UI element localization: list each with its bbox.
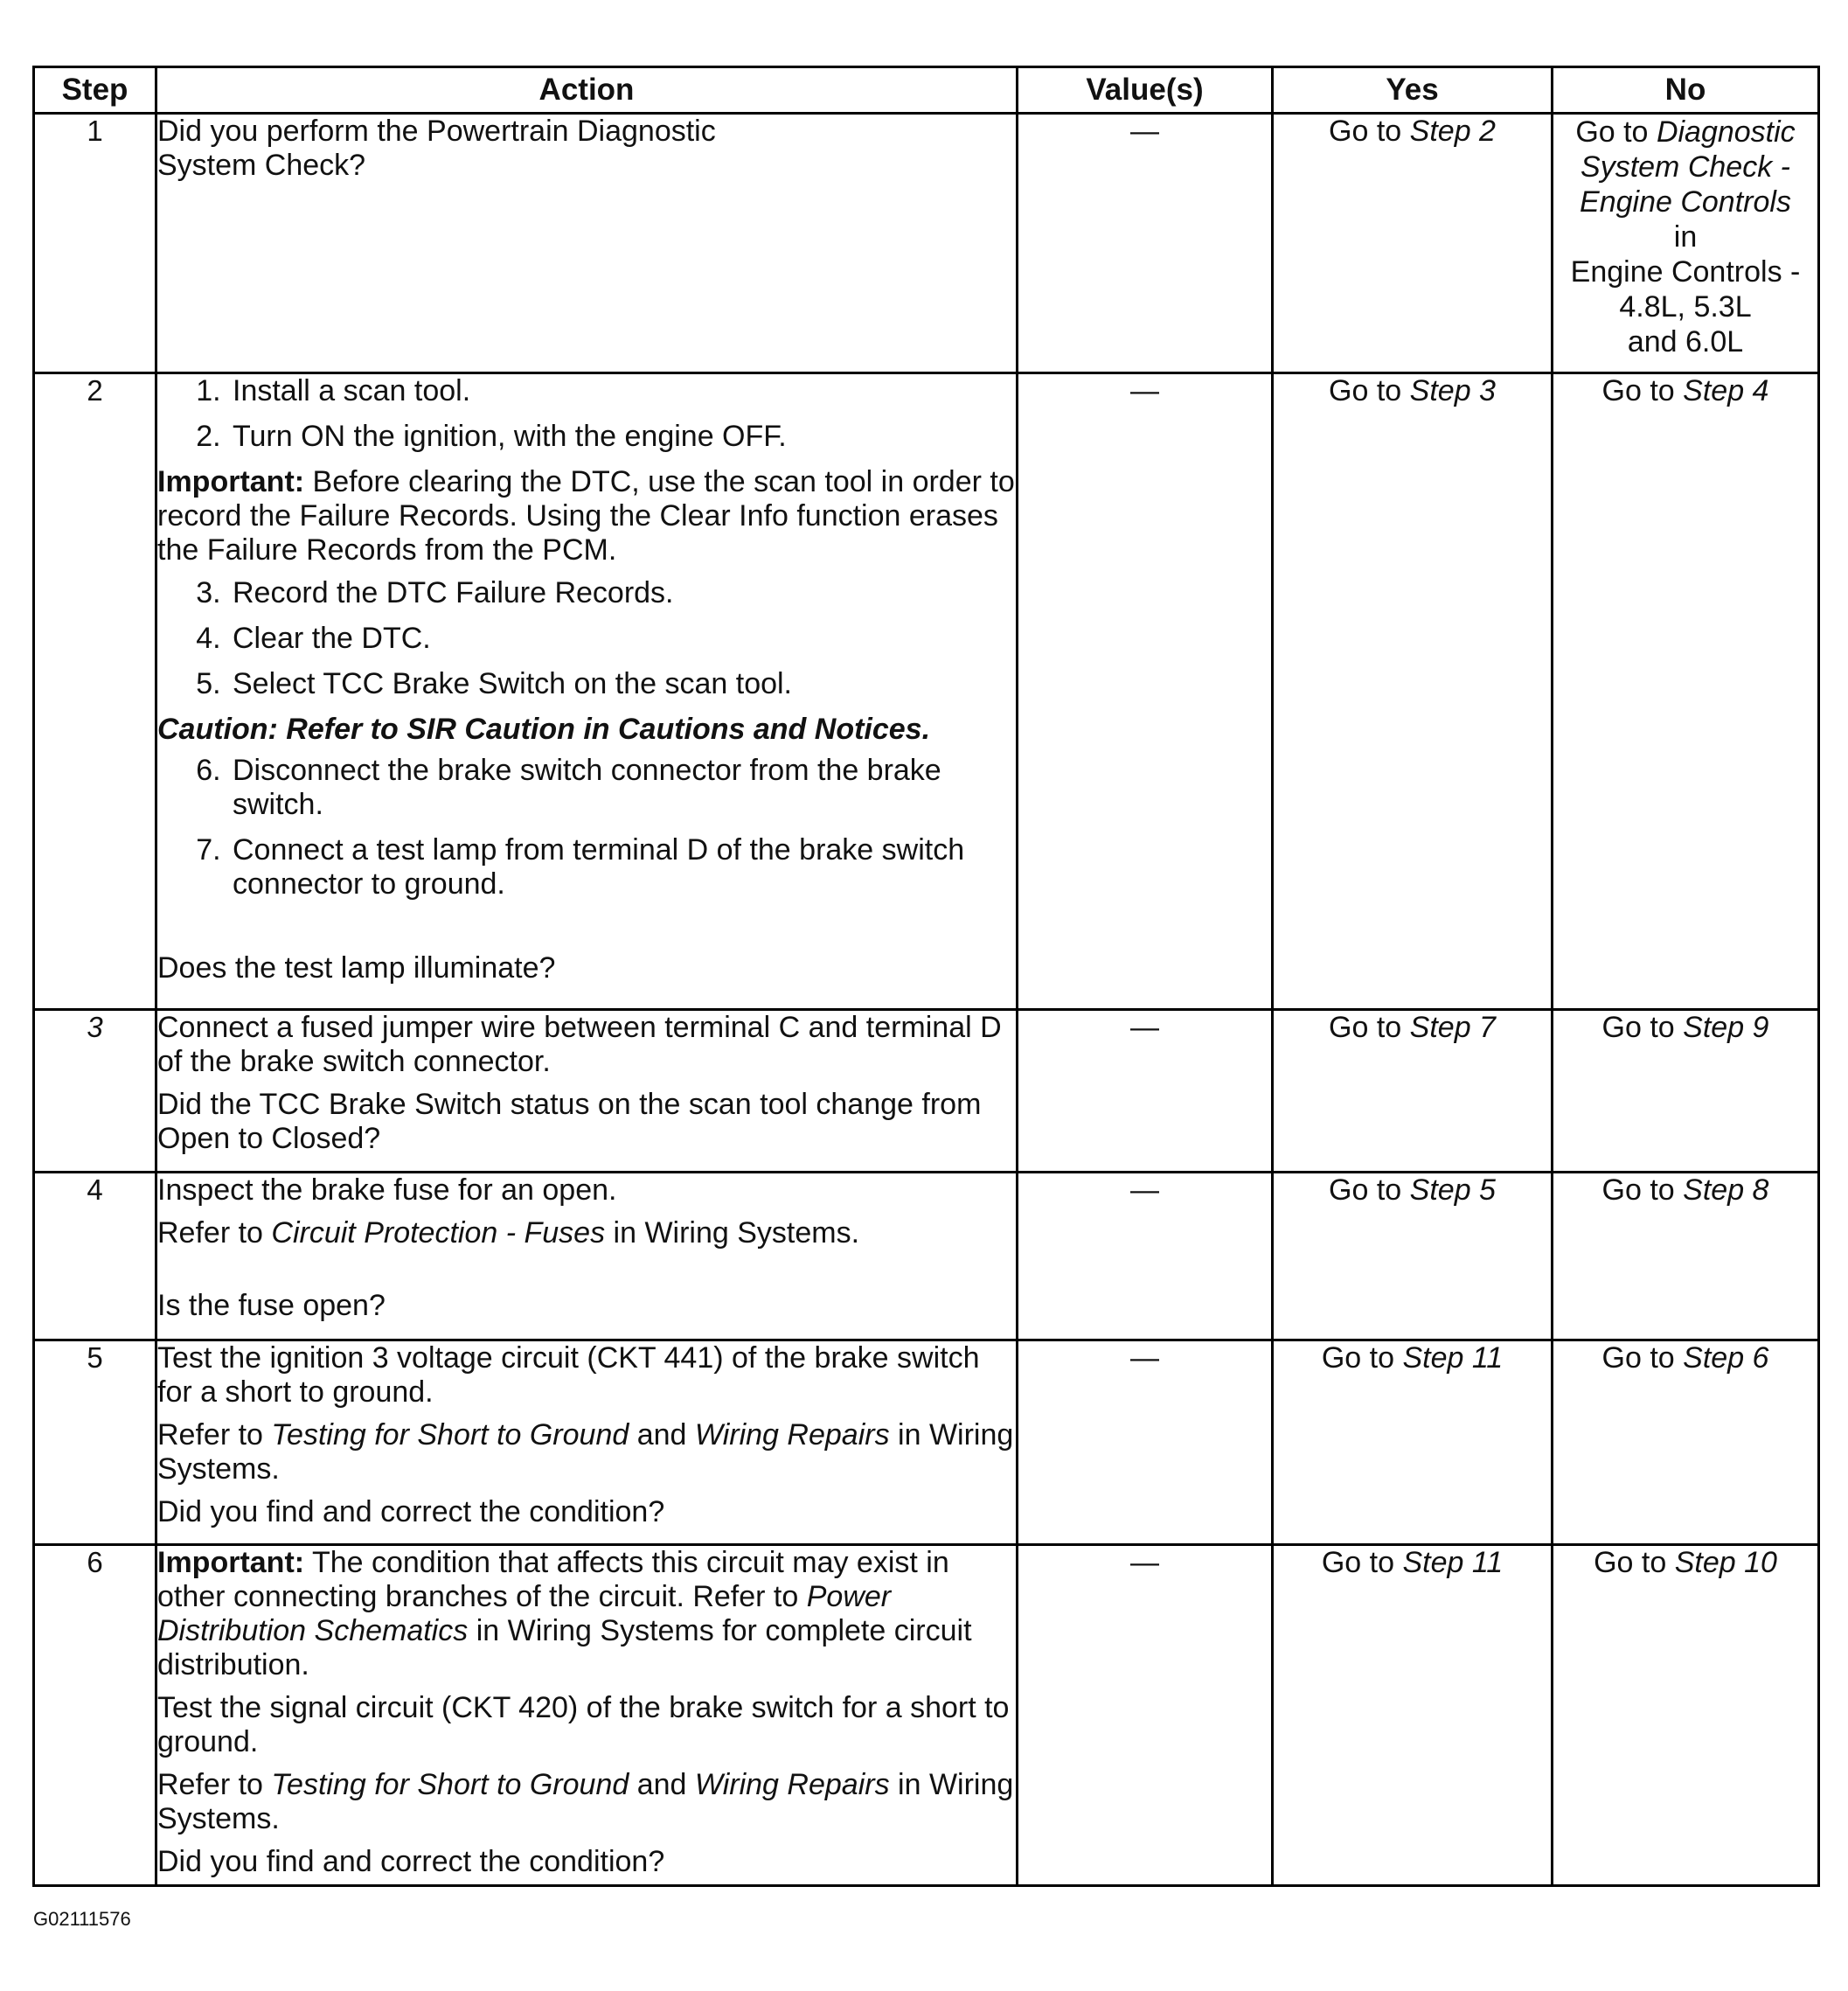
no-ref-line-3: Engine Controls bbox=[1580, 185, 1791, 219]
action-reference bbox=[157, 1216, 1016, 1250]
important-note bbox=[157, 1546, 1016, 1682]
value-cell: — bbox=[1018, 1010, 1273, 1173]
action-text: Test the ignition 3 voltage circuit (CKT 441) of the brake switch for a short to ground. bbox=[157, 1341, 980, 1409]
yes-step-link: Step 3 bbox=[1409, 374, 1496, 407]
important-label: Important: bbox=[157, 465, 305, 498]
action-cell bbox=[156, 1010, 1018, 1173]
step-number: 3 bbox=[34, 1010, 156, 1173]
header-yes: Yes bbox=[1273, 67, 1553, 114]
header-row bbox=[34, 67, 1819, 114]
no-step-link: Step 8 bbox=[1683, 1173, 1769, 1207]
yes-step-link: Step 7 bbox=[1409, 1011, 1496, 1044]
action-question: Did you perform the Powertrain Diagnostic System Check? bbox=[157, 115, 716, 182]
no-ref-line-1: Diagnostic bbox=[1656, 115, 1796, 149]
action-question: Does the test lamp illuminate? bbox=[157, 951, 556, 985]
important-label: Important: bbox=[157, 1546, 305, 1579]
ref-and: and bbox=[636, 1768, 687, 1801]
no-cell bbox=[1553, 1010, 1819, 1173]
step-number: 5 bbox=[34, 1340, 156, 1545]
action-cell bbox=[156, 373, 1018, 1010]
goto-label: Go to bbox=[1601, 1341, 1675, 1375]
goto-label: Go to bbox=[1601, 1173, 1675, 1207]
goto-label: Go to bbox=[1601, 1011, 1675, 1044]
table-row bbox=[34, 1545, 1819, 1886]
value-cell: — bbox=[1018, 1340, 1273, 1545]
goto-label: Go to bbox=[1601, 374, 1675, 407]
yes-step-link: Step 11 bbox=[1402, 1546, 1504, 1579]
header-action: Action bbox=[156, 67, 1018, 114]
list-item: 7. Connect a test lamp from terminal D of the brake switch connector to ground. bbox=[229, 833, 1016, 902]
goto-label: Go to bbox=[1321, 1546, 1395, 1579]
caution-note: Caution: Refer to SIR Caution in Cautions and Notices. bbox=[157, 713, 931, 746]
ref-prefix: Refer to bbox=[157, 1768, 263, 1801]
yes-cell bbox=[1273, 1173, 1553, 1340]
list-item: 1. Install a scan tool. bbox=[229, 374, 1016, 408]
yes-cell bbox=[1273, 1010, 1553, 1173]
yes-cell bbox=[1273, 1340, 1553, 1545]
goto-label: Go to bbox=[1329, 1011, 1402, 1044]
action-reference bbox=[157, 1768, 1016, 1836]
action-cell bbox=[156, 114, 1018, 373]
yes-step-link: Step 2 bbox=[1409, 115, 1496, 148]
action-cell bbox=[156, 1545, 1018, 1886]
step-list bbox=[157, 374, 1016, 454]
value-cell: — bbox=[1018, 1173, 1273, 1340]
no-ref-tail-3: and 6.0L bbox=[1627, 325, 1744, 359]
important-text: Before clearing the DTC, use the scan tool in order to record the Failure Records. Using the Clear Info function erases the Failure Records from the PCM. bbox=[157, 465, 1015, 567]
table-row bbox=[34, 373, 1819, 1010]
no-cell bbox=[1553, 1545, 1819, 1886]
table-row bbox=[34, 1340, 1819, 1545]
no-step-link: Step 10 bbox=[1674, 1546, 1777, 1579]
ref-title: Power Distribution Schematics bbox=[157, 1580, 892, 1647]
goto-label: Go to bbox=[1329, 374, 1402, 407]
list-item: 6. Disconnect the brake switch connector from the brake switch. bbox=[229, 754, 1016, 822]
action-reference bbox=[157, 1418, 1016, 1486]
diagnostic-table bbox=[32, 66, 1820, 1887]
ref-title: Circuit Protection - Fuses bbox=[271, 1216, 606, 1250]
no-cell bbox=[1553, 114, 1819, 373]
step-number: 6 bbox=[34, 1545, 156, 1886]
goto-label: Go to bbox=[1321, 1341, 1395, 1375]
value-cell: — bbox=[1018, 373, 1273, 1010]
goto-label: Go to bbox=[1329, 1173, 1402, 1207]
header-step: Step bbox=[34, 67, 156, 114]
ref-suffix: in Wiring Systems. bbox=[157, 1768, 1014, 1835]
no-ref-line-2: System Check - bbox=[1581, 150, 1790, 184]
step-list bbox=[157, 754, 1016, 902]
list-item: 4. Clear the DTC. bbox=[229, 622, 1016, 656]
step-number: 2 bbox=[34, 373, 156, 1010]
figure-code: G02111576 bbox=[33, 1908, 131, 1930]
list-item: 3. Record the DTC Failure Records. bbox=[229, 576, 1016, 610]
value-cell: — bbox=[1018, 1545, 1273, 1886]
important-note bbox=[157, 465, 1016, 567]
no-ref-tail-1: Engine Controls - bbox=[1570, 255, 1801, 289]
yes-step-link: Step 5 bbox=[1409, 1173, 1496, 1207]
yes-step-link: Step 11 bbox=[1402, 1341, 1504, 1375]
list-item: 2. Turn ON the ignition, with the engine OFF. bbox=[229, 420, 1016, 454]
yes-cell bbox=[1273, 1545, 1553, 1886]
yes-cell bbox=[1273, 114, 1553, 373]
step-list bbox=[157, 576, 1016, 701]
ref-title: Testing for Short to Ground bbox=[271, 1418, 629, 1451]
ref-suffix: in Wiring Systems. bbox=[613, 1216, 860, 1250]
step-number: 4 bbox=[34, 1173, 156, 1340]
no-ref-tail-2: 4.8L, 5.3L bbox=[1619, 290, 1752, 324]
ref-title: Testing for Short to Ground bbox=[271, 1768, 629, 1801]
ref-prefix: Refer to bbox=[157, 1216, 263, 1250]
table-row bbox=[34, 1010, 1819, 1173]
action-text: Inspect the brake fuse for an open. bbox=[157, 1173, 617, 1207]
action-question: Did the TCC Brake Switch status on the scan tool change from Open to Closed? bbox=[157, 1088, 982, 1155]
goto-label: Go to bbox=[1329, 115, 1402, 148]
no-step-link: Step 6 bbox=[1683, 1341, 1769, 1375]
no-cell bbox=[1553, 1340, 1819, 1545]
ref-and: and bbox=[636, 1418, 687, 1451]
action-text: Connect a fused jumper wire between terminal C and terminal D of the brake switch connector. bbox=[157, 1011, 1002, 1078]
list-item: 5. Select TCC Brake Switch on the scan tool. bbox=[229, 667, 1016, 701]
action-question: Is the fuse open? bbox=[157, 1289, 386, 1322]
goto-label: Go to bbox=[1594, 1546, 1667, 1579]
ref-prefix: Refer to bbox=[157, 1418, 263, 1451]
no-cell bbox=[1553, 1173, 1819, 1340]
ref-suffix: in Wiring Systems. bbox=[157, 1418, 1014, 1486]
header-no: No bbox=[1553, 67, 1819, 114]
no-step-link: Step 4 bbox=[1683, 374, 1769, 407]
important-text: in Wiring Systems for complete circuit distribution. bbox=[157, 1614, 972, 1681]
yes-cell bbox=[1273, 373, 1553, 1010]
table-row bbox=[34, 1173, 1819, 1340]
step-number: 1 bbox=[34, 114, 156, 373]
action-cell bbox=[156, 1173, 1018, 1340]
no-ref-in: in bbox=[1673, 220, 1698, 254]
no-step-link: Step 9 bbox=[1683, 1011, 1769, 1044]
goto-label: Go to bbox=[1575, 115, 1649, 149]
value-cell: — bbox=[1018, 114, 1273, 373]
ref-title: Wiring Repairs bbox=[694, 1418, 890, 1451]
important-text: The condition that affects this circuit may exist in other connecting branches of the circuit. Refer to bbox=[157, 1546, 949, 1613]
action-question: Did you find and correct the condition? bbox=[157, 1845, 665, 1878]
action-question: Did you find and correct the condition? bbox=[157, 1495, 665, 1528]
action-text: Test the signal circuit (CKT 420) of the brake switch for a short to ground. bbox=[157, 1691, 1010, 1758]
action-cell bbox=[156, 1340, 1018, 1545]
table-row bbox=[34, 114, 1819, 373]
header-values: Value(s) bbox=[1018, 67, 1273, 114]
no-cell bbox=[1553, 373, 1819, 1010]
ref-title: Wiring Repairs bbox=[694, 1768, 890, 1801]
